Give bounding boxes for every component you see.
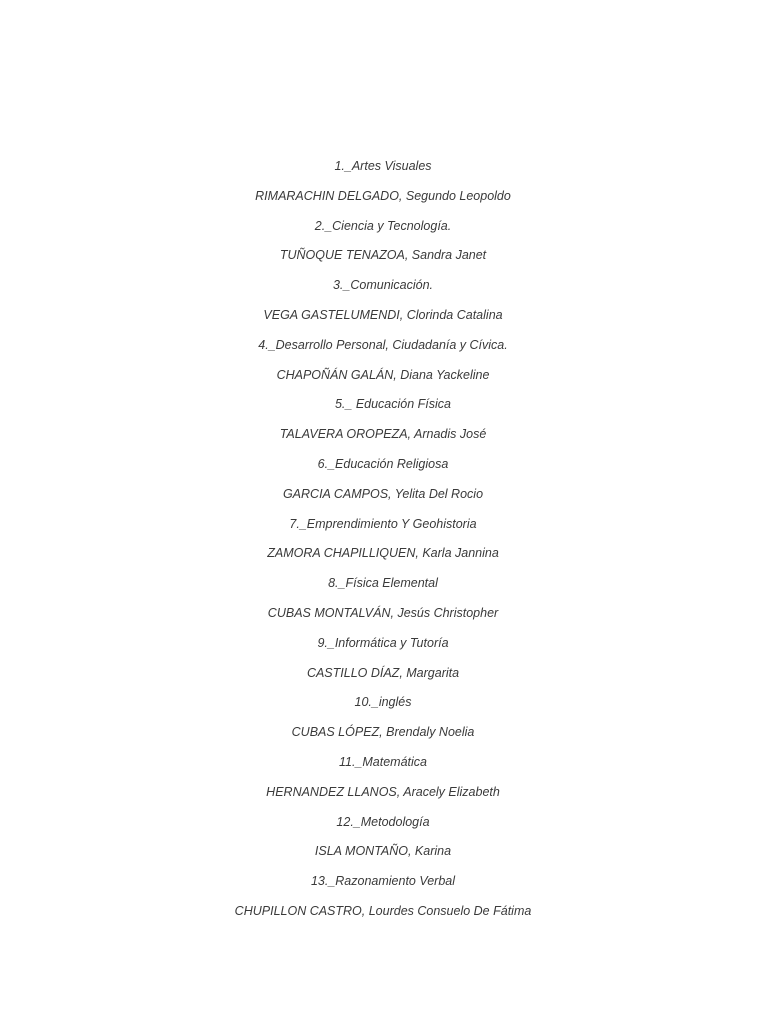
subject-line: 11._Matemática <box>338 754 427 769</box>
subject-line: 8._Física Elemental <box>328 576 438 591</box>
teacher-line: HERNANDEZ LLANOS, Aracely Elizabeth <box>266 784 500 799</box>
subject-line: 6._Educación Religiosa <box>317 456 449 471</box>
subject-line: 3._Comunicación. <box>332 278 434 293</box>
teacher-line: RIMARACHIN DELGADO, Segundo Leopoldo <box>255 188 511 203</box>
subject-line: 4._Desarrollo Personal, Ciudadanía y Cívica. <box>258 337 508 352</box>
teacher-line: GARCIA CAMPOS, Yelita Del Rocio <box>282 486 484 501</box>
teacher-line: TUÑOQUE TENAZOA, Sandra Janet <box>279 248 487 263</box>
teacher-line: CASTILLO DÍAZ, Margarita <box>306 665 460 680</box>
teacher-line: CHAPOÑÁN GALÁN, Diana Yackeline <box>276 367 490 382</box>
teacher-line: VEGA GASTELUMENDI, Clorinda Catalina <box>263 307 503 322</box>
subject-line: 9._Informática y Tutoría <box>317 635 449 650</box>
subject-line: 5._ Educación Física <box>334 397 452 412</box>
subject-teacher-list <box>0 156 766 931</box>
teacher-line: ZAMORA CHAPILLIQUEN, Karla Jannina <box>267 546 499 561</box>
teacher-line: CUBAS LÓPEZ, Brendaly Noelia <box>291 725 475 740</box>
teacher-line: CHUPILLON CASTRO, Lourdes Consuelo De Fátima <box>234 903 532 918</box>
teacher-line: TALAVERA OROPEZA, Arnadis José <box>279 427 487 442</box>
subject-line: 10._inglés <box>354 695 412 710</box>
subject-line: 12._Metodología <box>336 814 430 829</box>
subject-line: 13._Razonamiento Verbal <box>310 874 456 889</box>
subject-line: 2._Ciencia y Tecnología. <box>314 218 452 233</box>
teacher-line: CUBAS MONTALVÁN, Jesús Christopher <box>267 605 499 620</box>
teacher-line: ISLA MONTAÑO, Karina <box>314 844 452 859</box>
subject-line: 7._Emprendimiento Y Geohistoria <box>289 516 477 531</box>
subject-line: 1._Artes Visuales <box>334 159 432 173</box>
